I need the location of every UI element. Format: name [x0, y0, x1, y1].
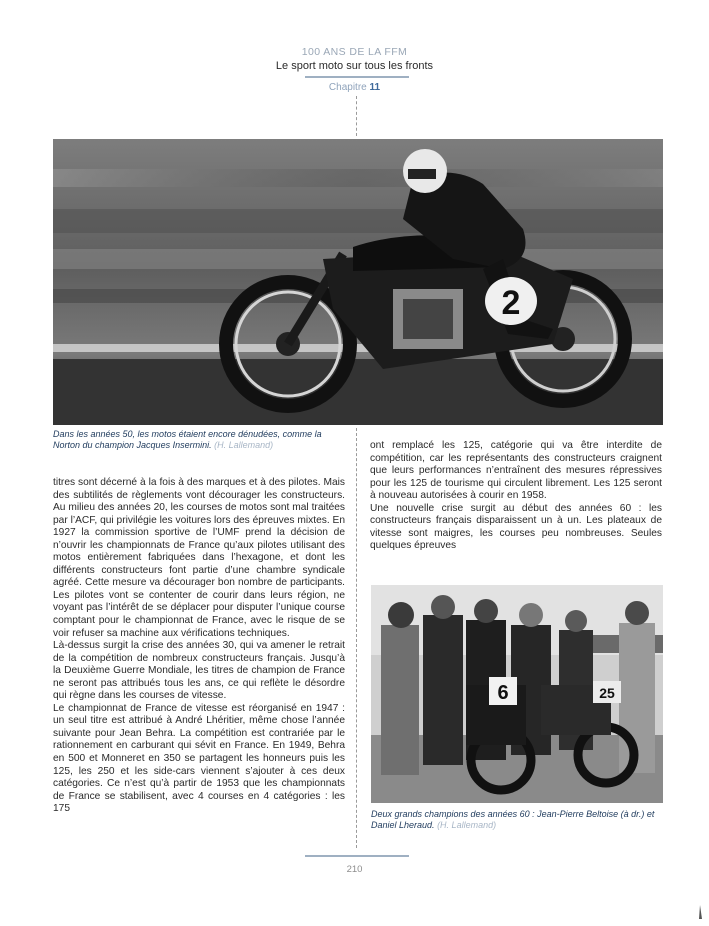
chapter-number: 11	[369, 82, 381, 93]
left-text-column	[53, 477, 345, 816]
race-number-label: 2	[501, 284, 521, 322]
bottom-photo-caption	[371, 809, 663, 831]
bottom-caption-credit: (H. Lallemand)	[437, 820, 497, 830]
right-paragraph-2: Une nouvelle crise surgit au début des années 60 : les constructeurs français disparaissent un à un. Les plateaux de vitesse sont maigres, les courses peu nombreuses. Seules quelques épreuves	[370, 502, 662, 552]
right-paragraph-1: ont remplacé les 125, catégorie qui va être interdite de compétition, car les représentants des constructeurs craignent que leurs performances n’entraînent des mesures répressives pour les 125 de tourisme qui circulent librement. Les 125 seront à nouveau autorisées à courir en 1958.	[370, 440, 662, 502]
chapter-label: Chapitre	[328, 82, 367, 93]
book-title: 100 ANS DE LA FFM	[301, 46, 408, 58]
top-photo-caption	[53, 429, 343, 451]
top-photo	[53, 139, 663, 425]
right-text-column	[370, 440, 662, 553]
center-divider-main	[356, 428, 357, 848]
racers-group-photo-icon	[371, 585, 663, 803]
top-caption-credit: (H. Lallemand)	[214, 440, 274, 450]
left-paragraph-1: titres sont décerné à la fois à des marques et à des pilotes. Mais des subtilités de règlements vont décourager les constructeurs. Au milieu des années 20, les courses de motos sont mal traitées par l’ACF, qui privilégie les voitures lors des épreuves mixtes. En 1927 la commission sportive de l’UMF prend la décision de n’ouvrir les championnats de France qu’aux pilotes utilisant des motos entièrement fabriquées dans l’hexagone, et dont les différents constructeurs font partie d’une chambre syndicale agréé. Cette mesure va décourager bon nombre de participants. Les pilotes vont se contenter de courir dans leurs région, ne voyant pas l’intérêt de se déplacer pour disputer l’unique course comptant pour le championnat de France, avec le risque de se voir refuser sa machine aux vérifications techniques.	[53, 477, 345, 639]
left-paragraph-2: Là-dessus surgit la crise des années 30, qui va amener le retrait de la compétition de nombreux constructeurs français. Jusqu’à la Deuxième Guerre Mondiale, les titres de champion de France ne seront pas attribués tous les ans, ce qui reflète le désordre qui règne dans les courses de vitesse.	[53, 640, 345, 702]
page-corner-mark-icon	[693, 905, 703, 919]
top-caption-text: Dans les années 50, les motos étaient encore dénudées, comme la Norton du champion Jacques Insermini.	[53, 429, 322, 450]
race-number-6: 6	[497, 682, 509, 704]
bottom-photo	[371, 585, 663, 803]
chapter-subtitle: Le sport moto sur tous les fronts	[275, 60, 434, 72]
chapter-heading	[0, 82, 709, 93]
bottom-caption-text: Deux grands champions des années 60 : Jean-Pierre Beltoise (à dr.) et Daniel Lheraud.	[371, 809, 655, 830]
motorcycle-racer-photo-icon	[53, 139, 663, 425]
left-paragraph-3: Le championnat de France de vitesse est réorganisé en 1947 : un seul titre est attribué à André Lhéritier, même chose l’année suivante pour Jean Behra. La compétition est contrariée par le rationnement en carburant qui sévit en France. En 1949, Behra en 500 et Monneret en 350 se partagent les honneurs puis les 125, les 250 et les side-cars viennent s’ajouter à ces deux catégories. Ce n’est qu’à partir de 1953 que les championnats de France se stabilisent, avec 4 courses en 4 catégories : les 175	[53, 702, 345, 815]
race-number-25: 25	[599, 685, 615, 701]
footer-divider	[305, 855, 409, 857]
page-number: 210	[346, 864, 363, 875]
header-divider	[305, 76, 409, 78]
center-divider-top	[356, 96, 357, 136]
